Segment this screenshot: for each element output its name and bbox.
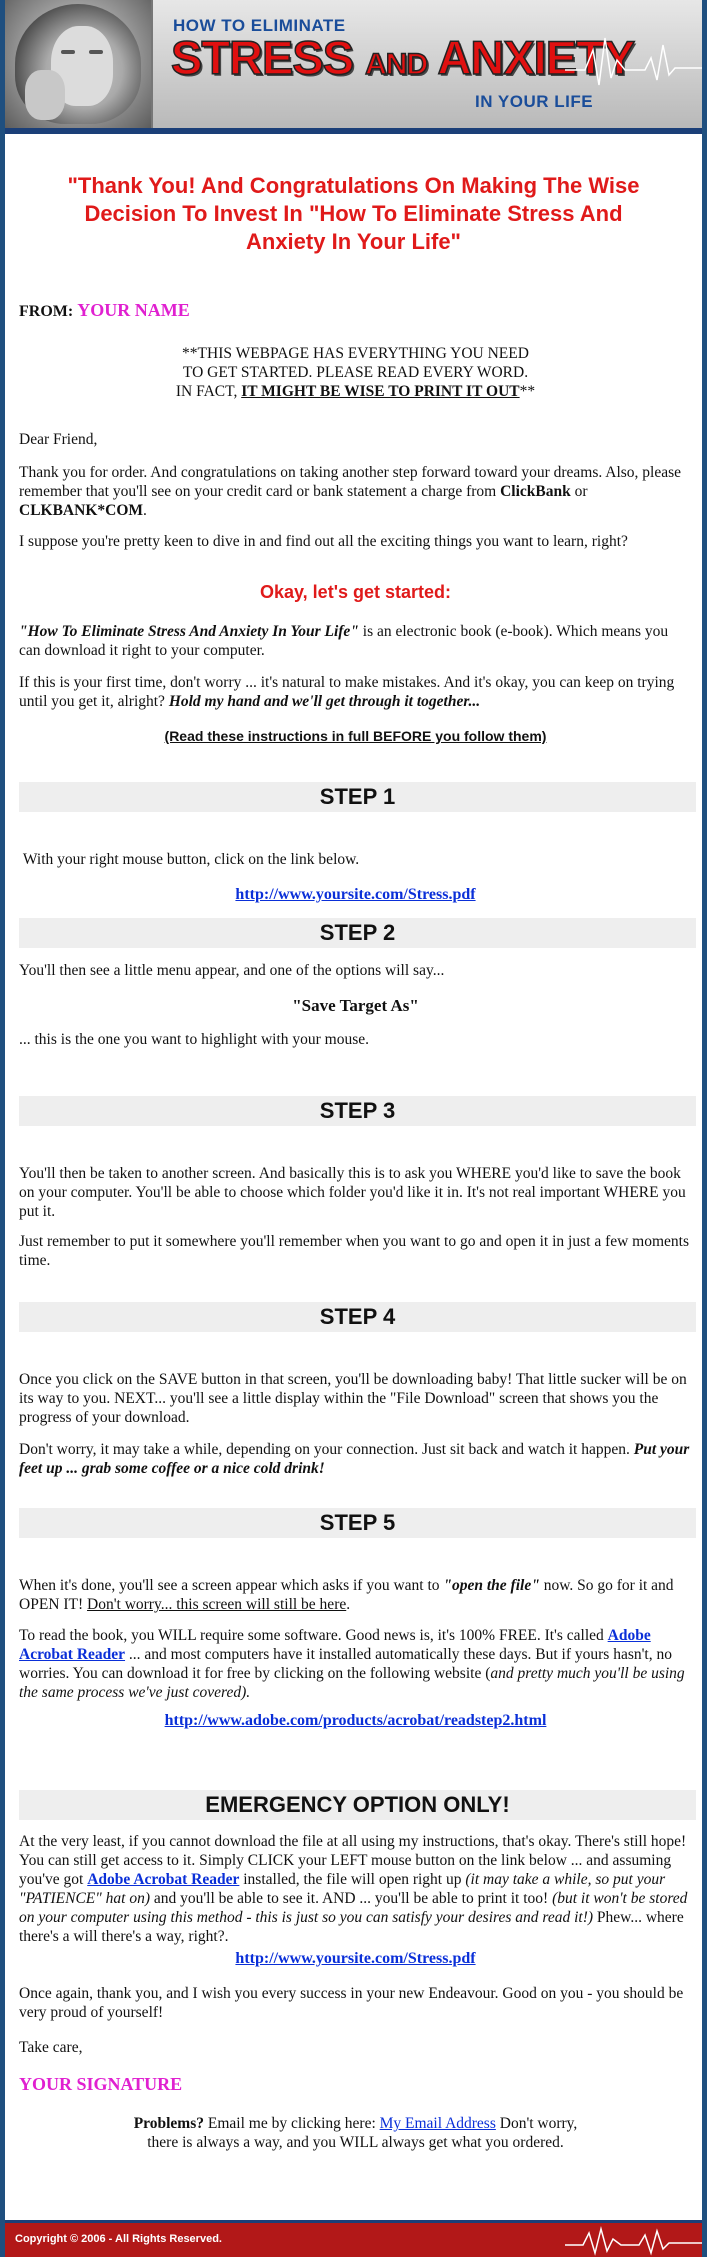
header-banner bbox=[5, 0, 702, 128]
from-line: FROM: YOUR NAME bbox=[19, 300, 190, 320]
take-care: Take care, bbox=[19, 2039, 83, 2056]
emergency-link-wrap bbox=[19, 1950, 692, 1968]
pdf-open-link[interactable]: http://www.yoursite.com/Stress.pdf bbox=[235, 1950, 476, 1967]
greeting: Dear Friend, bbox=[19, 431, 98, 448]
heartbeat-line-icon bbox=[565, 30, 702, 90]
step-3-text: You'll then be taken to another screen. And basically this is to ask you WHERE you'd like to save the book on your computer. You'll be able to choose which folder you'd like it in. It's not real important WHERE you put it. bbox=[19, 1165, 686, 1220]
stressed-woman-photo bbox=[5, 0, 153, 128]
header-divider bbox=[5, 128, 702, 134]
pdf-download-link[interactable]: http://www.yoursite.com/Stress.pdf bbox=[235, 886, 476, 903]
step-3-text-2: Just remember to put it somewhere you'll remember when you want to go and open it in just a few moments time. bbox=[19, 1233, 690, 1269]
problems-contact: Problems? Email me by clicking here: My Email Address Don't worry, there is always a way, and you WILL always get what you ordered. bbox=[133, 2115, 578, 2151]
adobe-download-link[interactable]: http://www.adobe.com/products/acrobat/readstep2.html bbox=[164, 1712, 547, 1729]
instructions-note: (Read these instructions in full BEFORE you follow them) bbox=[164, 728, 547, 744]
step-2-text: You'll then see a little menu appear, and one of the options will say... bbox=[19, 962, 445, 979]
page bbox=[5, 0, 702, 2254]
step-1-heading: STEP 1 bbox=[19, 782, 696, 812]
step-5-text-2: To read the book, you WILL require some software. Good news is, it's 100% FREE. It's called Adobe Acrobat Reader ... and most computers have it installed automatically these days. But if yours hasn't, no worries. You can download it for free by clicking on the following website (and pretty much you'll be using the same process we've just covered). bbox=[19, 1627, 685, 1701]
from-name: YOUR NAME bbox=[77, 300, 190, 320]
footer bbox=[5, 2220, 702, 2257]
step-4-text: Once you click on the SAVE button in that screen, you'll be downloading baby! That little sucker will be on its way to you. NEXT... you'll see a little display within the "File Download" screen that shows you the progress of your download. bbox=[19, 1371, 687, 1426]
intro-paragraph-3: "How To Eliminate Stress And Anxiety In Your Life" is an electronic book (e-book). Which means you can download it right to your computer. bbox=[19, 623, 669, 659]
step-4-text-2: Don't worry, it may take a while, depending on your connection. Just sit back and watch it happen. Put your feet up ... grab some coffee or a nice cold drink! bbox=[19, 1441, 690, 1477]
step-2-heading: STEP 2 bbox=[19, 918, 696, 948]
intro-paragraph-1: Thank you for order. And congratulations on taking another step forward toward your dreams. Also, please remember that you'll see on your credit card or bank statement a charge from ClickBank or CLKBANK*COM. bbox=[19, 464, 682, 519]
adobe-reader-link[interactable]: Adobe Acrobat Reader bbox=[19, 1627, 651, 1663]
copyright-text: Copyright © 2006 - All Rights Reserved. bbox=[15, 2233, 222, 2245]
adobe-reader-link-2[interactable]: Adobe Acrobat Reader bbox=[87, 1871, 240, 1888]
step-5-heading: STEP 5 bbox=[19, 1508, 696, 1538]
heartbeat-line-icon bbox=[565, 2223, 702, 2257]
adobe-link-wrap bbox=[19, 1712, 692, 1730]
intro-paragraph-4: If this is your first time, don't worry ... it's natural to make mistakes. And it's okay, you can keep on trying until you get it, alright? Hold my hand and we'll get through it together... bbox=[19, 674, 675, 710]
header-top-line: HOW TO ELIMINATE bbox=[173, 16, 346, 35]
emergency-option-heading: EMERGENCY OPTION ONLY! bbox=[19, 1790, 696, 1820]
step-4-heading: STEP 4 bbox=[19, 1302, 696, 1332]
step-5-text: When it's done, you'll see a screen appear which asks if you want to "open the file" now. So go for it and OPEN IT! Don't worry... this screen will still be here. bbox=[19, 1577, 674, 1613]
email-link[interactable]: My Email Address bbox=[379, 2115, 496, 2132]
lets-get-started-heading: Okay, let's get started: bbox=[259, 582, 451, 602]
save-target-as-label: "Save Target As" bbox=[292, 996, 419, 1015]
step-2-text-2: ... this is the one you want to highlight with your mouse. bbox=[19, 1031, 370, 1048]
step-1-link-wrap bbox=[19, 886, 692, 904]
intro-paragraph-2: I suppose you're pretty keen to dive in and find out all the exciting things you want to learn, right? bbox=[19, 533, 628, 550]
header-bottom-line: IN YOUR LIFE bbox=[475, 92, 594, 111]
print-notice: **THIS WEBPAGE HAS EVERYTHING YOU NEED TO GET STARTED. PLEASE READ EVERY WORD. IN FACT, IT MIGHT BE WISE TO PRINT IT OUT** bbox=[175, 345, 536, 400]
header-title: STRESS AND ANXIETY bbox=[171, 31, 635, 84]
step-3-heading: STEP 3 bbox=[19, 1096, 696, 1126]
step-1-text: With your right mouse button, click on the link below. bbox=[22, 851, 360, 868]
emergency-text: At the very least, if you cannot download the file at all using my instructions, that's okay. There's still hope! You can still get access to it. Simply CLICK your LEFT mouse button on the link below ... and assuming you've got Adobe Acrobat Reader installed, the file will open right up (it may take a while, so put your "PATIENCE" hat on) and you'll be able to see it. AND ... you'll be able to print it too! (but it won't be stored on your computer using this method - this is just so you can satisfy your desires and read it!) Phew... where there's a will there's a way, right?. bbox=[19, 1833, 688, 1945]
signature: YOUR SIGNATURE bbox=[19, 2074, 183, 2094]
thank-you-headline: "Thank You! And Congratulations On Making The Wise Decision To Invest In "How To Eliminate Stress And Anxiety In Your Life" bbox=[67, 173, 640, 254]
closing-text: Once again, thank you, and I wish you every success in your new Endeavour. Good on you - you should be very proud of yourself! bbox=[19, 1985, 684, 2021]
